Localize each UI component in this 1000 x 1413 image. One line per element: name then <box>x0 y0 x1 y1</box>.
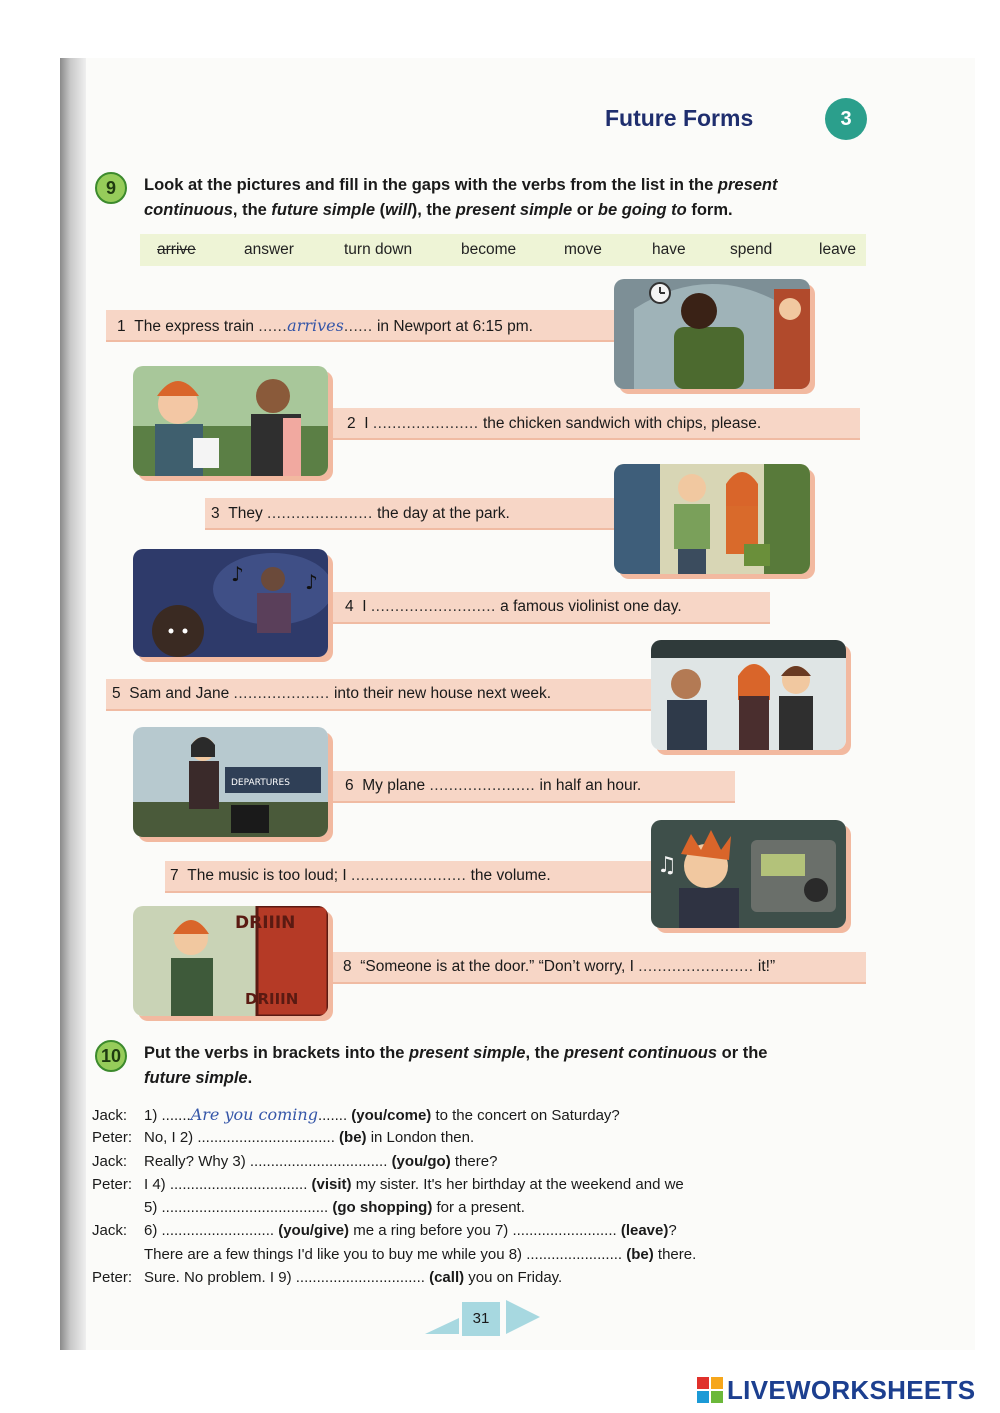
sentence-5: 5 Sam and Jane .................... into their new house next week. <box>112 685 552 702</box>
picture-train-station <box>614 279 810 389</box>
picture-loud-music <box>651 820 846 928</box>
brand-name: LIVEWORKSHEETS <box>727 1374 976 1405</box>
svg-text:♪: ♪ <box>231 562 244 586</box>
sentence-3: 3 They ...................... the day at the park. <box>211 505 510 522</box>
dialogue-line-2: Peter: No, I 2) ................................. (be) in London then. <box>92 1129 475 1146</box>
sentence-7: 7 The music is too loud; I ........................ the volume. <box>170 867 551 884</box>
sentence-1: 1 The express train ......arrives...... in Newport at 6:15 pm. <box>117 316 533 335</box>
dialogue-line-5: 5) ........................................ (go shopping) for a present. <box>144 1199 525 1216</box>
verb-word: turn down <box>344 241 413 258</box>
picture-new-house-keys <box>651 640 846 750</box>
verb-word: leave <box>819 241 857 258</box>
verb-word: spend <box>730 241 773 258</box>
picture-restaurant-order <box>133 366 328 476</box>
answer-1[interactable]: arrives <box>287 316 344 335</box>
answer-7-blank[interactable]: ........................ <box>350 867 467 884</box>
answer-3-blank[interactable]: ...................... <box>267 505 373 522</box>
dialogue-line-4: Peter: I 4) ................................. (visit) my sister. It's her birthday at the weekend and we <box>92 1176 684 1193</box>
exercise-9-badge: 9 <box>95 172 127 204</box>
dialogue-line-8: Peter: Sure. No problem. I 9) ............................... (call) you on Friday. <box>92 1269 563 1286</box>
picture-airport-departures <box>133 727 328 837</box>
answer-8-blank[interactable]: ........................ <box>638 958 754 975</box>
answer-2-blank[interactable]: ...................... <box>372 415 479 432</box>
verb-word: arrive <box>157 241 196 258</box>
verb-word: have <box>652 241 686 258</box>
verb-word: become <box>461 241 517 258</box>
unit-title: Future Forms <box>605 105 754 131</box>
page-number-right-arrow <box>506 1300 540 1334</box>
svg-text:♪: ♪ <box>305 570 318 594</box>
verb-list-box <box>140 234 866 266</box>
liveworksheets-brand <box>697 1376 975 1404</box>
exercise-10-badge: 10 <box>95 1040 127 1072</box>
dialogue-line-7: There are a few things I'd like you to buy me while you 8) ....................... (be) there. <box>144 1246 697 1263</box>
answer-10-1[interactable]: Are you coming <box>190 1105 318 1124</box>
exercise-10-instructions: Put the verbs in brackets into the present simple, the present continuous or the future simple. <box>144 1044 768 1087</box>
dialogue-line-1: Jack: 1) .......Are you coming....... (you/come) to the concert on Saturday? <box>92 1105 620 1124</box>
unit-number-badge: 3 <box>825 98 867 140</box>
sentence-4: 4 I .......................... a famous violinist one day. <box>345 598 682 615</box>
verb-word: answer <box>244 241 294 258</box>
page-number: 31 <box>462 1302 500 1336</box>
picture-doorbell-ringing <box>133 906 328 1016</box>
page-number-left-arrow <box>425 1302 459 1334</box>
departures-sign-text: DEPARTURES <box>231 778 290 788</box>
sentence-8: 8 “Someone is at the door.” “Don’t worry, I ........................ it!” <box>343 958 776 975</box>
answer-6-blank[interactable]: ...................... <box>429 777 536 794</box>
ring-sound-text: DRIIIN <box>235 913 296 933</box>
sentence-6: 6 My plane ...................... in half an hour. <box>345 777 642 794</box>
verb-word: move <box>564 241 602 258</box>
book-spine-shadow <box>60 58 86 1350</box>
liveworksheets-logo-icon <box>697 1377 723 1403</box>
answer-4-blank[interactable]: .......................... <box>370 598 496 615</box>
dialogue-line-3: Jack: Really? Why 3) ................................. (you/go) there? <box>92 1153 498 1170</box>
answer-5-blank[interactable]: .................... <box>233 685 330 702</box>
sentence-2: 2 I ...................... the chicken sandwich with chips, please. <box>347 415 762 432</box>
picture-park-outing <box>614 464 810 574</box>
picture-violinist-dream <box>133 549 328 657</box>
dialogue-line-6: Jack: 6) ........................... (you/give) me a ring before you 7) ......................... (leave)? <box>92 1222 677 1239</box>
exercise-9-instructions: Look at the pictures and fill in the gaps with the verbs from the list in the present continuous, the future simple (will), the present simple or be going to form. <box>144 176 778 219</box>
svg-text:♫: ♫ <box>657 853 677 878</box>
ring-sound-text: DRIIIN <box>245 990 299 1008</box>
